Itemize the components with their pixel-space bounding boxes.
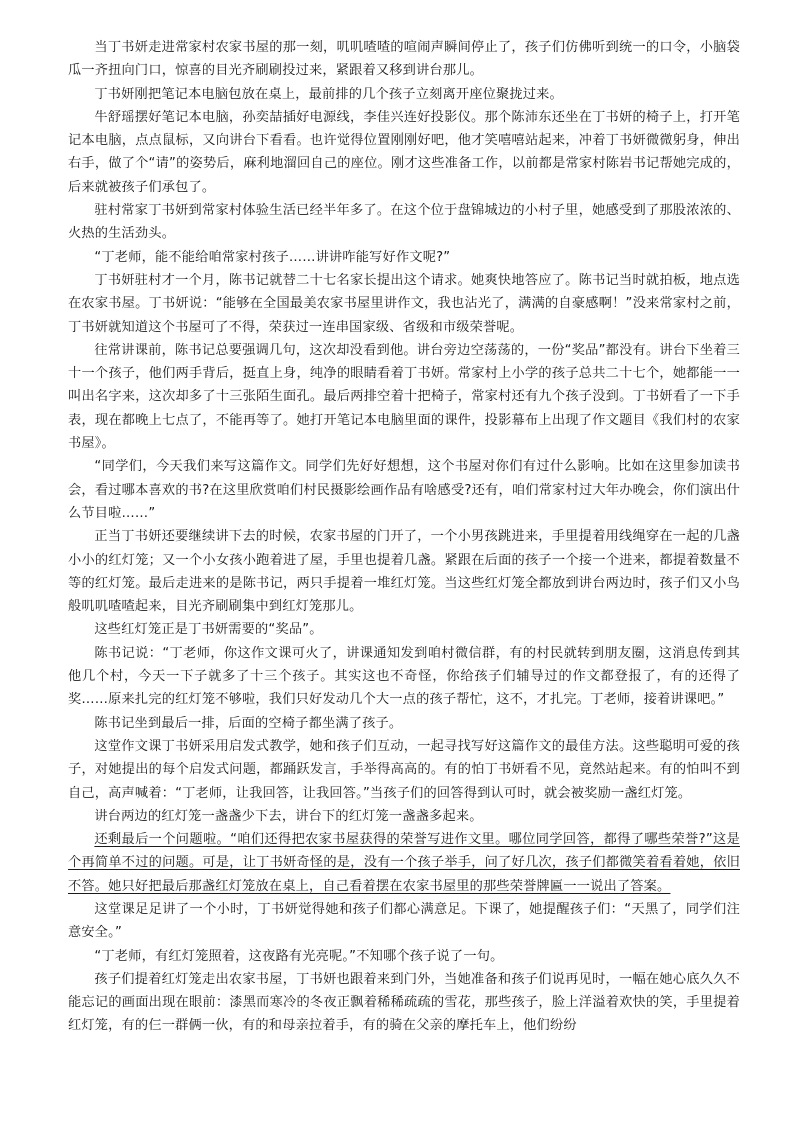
paragraph: 这堂课足足讲了一个小时，丁书妍觉得她和孩子们都心满意足。下课了，她提醒孩子们：“天黑了，同学们注意安全。” xyxy=(68,901,740,941)
paragraph: “同学们，今天我们来写这篇作文。同学们先好好想想，这个书屋对你们有过什么影响。比如在这里参加读书会，看过哪本喜欢的书?在这里欣赏咱们村民摄影绘画作品有啥感受?还有，咱们常家村过大年办晚会，你们演出什么节目啦……” xyxy=(68,459,740,521)
paragraph: 陈书记说：“丁老师，你这作文课可火了，讲课通知发到咱村微信群，有的村民就转到朋友圈，这消息传到其他几个村，今天一下子就多了十三个孩子。其实这也不奇怪，你给孩子们辅导过的作文都登报了，有的还得了奖……原来扎完的红灯笼不够啦，我们只好发动几个大一点的孩子帮忙，这不，才扎完。丁老师，接着讲课吧。” xyxy=(68,645,740,708)
paragraph: 往常讲课前，陈书记总要强调几句，这次却没看到他。讲台旁边空荡荡的，一份“奖品”都没有。讲台下坐着三十一个孩子，他们两手背后，挺直上身，纯净的眼睛看着丁书妍。常家村上小学的孩子总共二十七个，她都能一一叫出名字来，这次却多了十三张陌生面孔。最后两排空着十把椅子，常家村还有九个孩子没到。丁书妍看了一下手表，现在都晚上七点了，不能再等了。她打开笔记本电脑里面的课件，投影幕布上出现了作文题目《我们村的农家书屋》。 xyxy=(68,342,740,452)
paragraph: 驻村常家丁书妍到常家村体验生活已经半年多了。在这个位于盘锦城边的小村子里，她感受到了那股浓浓的、火热的生活劲头。 xyxy=(68,203,740,242)
underlined-paragraph: 还剩最后一个问题啦。“咱们还得把农家书屋获得的荣誉写进作文里。哪位同学回答，都得了哪些荣誉?”这是个再简单不过的问题。可是，让丁书妍奇怪的是，没有一个孩子举手，问了好几次，孩子们都微笑着看着她，依旧不答。她只好把最后那盏红灯笼放在桌上，自己看着摆在农家书屋里的那些荣誉牌匾一一说出了答案。 xyxy=(68,832,740,894)
paragraph: 牛舒瑶摆好笔记本电脑，孙奕喆插好电源线，李佳兴连好投影仪。那个陈沛东还坐在丁书妍的椅子上，打开笔记本电脑，点点鼠标，又向讲台下看看。也许觉得位置刚刚好吧，他才笑嘻嘻站起来，冲着丁书妍微微躬身，伸出右手，做了个“请”的姿势后，麻利地溜回自己的座位。刚才这些准备工作，以前都是常家村陈岩书记帮她完成的，后来就被孩子们承包了。 xyxy=(68,109,740,195)
paragraph: 这堂作文课丁书妍采用启发式教学，她和孩子们互动，一起寻找写好这篇作文的最佳方法。这些聪明可爱的孩子，对她提出的每个启发式问题，都踊跃发言，手举得高高的。有的怕丁书妍看不见，竟然站起来。有的怕叫不到自己，高声喊着：“丁老师，让我回答，让我回答。”当孩子们的回答得到认可时，就会被奖励一盏红灯笼。 xyxy=(68,738,740,801)
article-body xyxy=(68,36,740,1038)
paragraph: 这些红灯笼正是丁书妍需要的“奖品”。 xyxy=(94,622,323,638)
paragraph: 正当丁书妍还要继续讲下去的时候，农家书屋的门开了，一个小男孩跳进来，手里提着用线绳穿在一起的几盏小小的红灯笼；又一个小女孩小跑着进了屋，手里也提着几盏。紧跟在后面的孩子一个接一个进来，都提着数量不等的红灯笼。最后走进来的是陈书记，两只手提着一堆红灯笼。当这些红灯笼全都放到讲台两边时，孩子们又小鸟般叽叽喳喳起来，目光齐刷刷集中到红灯笼那儿。 xyxy=(68,529,740,615)
paragraph: 陈书记坐到最后一排，后面的空椅子都坐满了孩子。 xyxy=(94,715,403,731)
paragraph: 讲台两边的红灯笼一盏盏少下去，讲台下的红灯笼一盏盏多起来。 xyxy=(94,808,483,824)
paragraph: “丁老师，能不能给咱常家村孩子……讲讲咋能写好作文呢?” xyxy=(94,249,451,265)
paragraph: 孩子们提着红灯笼走出农家书屋，丁书妍也跟着来到门外，当她准备和孩子们说再见时，一幅在她心底久久不能忘记的画面出现在眼前：漆黑而寒冷的冬夜正飘着稀稀疏疏的雪花，那些孩子，脸上洋溢着欢快的笑，手里提着红灯笼，有的仨一群俩一伙，有的和母亲拉着手，有的骑在父亲的摩托车上，他们纷纷 xyxy=(68,971,740,1034)
paragraph: 丁书妍刚把笔记本电脑包放在桌上，最前排的几个孩子立刻离开座位聚拢过来。 xyxy=(94,86,563,102)
paragraph: “丁老师，有红灯笼照着，这夜路有光亮呢。”不知哪个孩子说了一句。 xyxy=(94,948,504,964)
paragraph: 当丁书妍走进常家村农家书屋的那一刻，叽叽喳喳的喧闹声瞬间停止了，孩子们仿佛听到统一的口令，小脑袋瓜一齐扭向门口，惊喜的目光齐刷刷投过来，紧跟着又移到讲台那儿。 xyxy=(68,40,740,79)
paragraph: 丁书妍驻村才一个月，陈书记就替二十七名家长提出这个请求。她爽快地答应了。陈书记当时就拍板，地点选在农家书屋。丁书妍说：“能够在全国最美农家书屋里讲作文，我也沾光了，满满的自豪感啊！”没来常家村之前，丁书妍就知道这个书屋可了不得，荣获过一连串国家级、省级和市级荣誉呢。 xyxy=(68,272,740,335)
